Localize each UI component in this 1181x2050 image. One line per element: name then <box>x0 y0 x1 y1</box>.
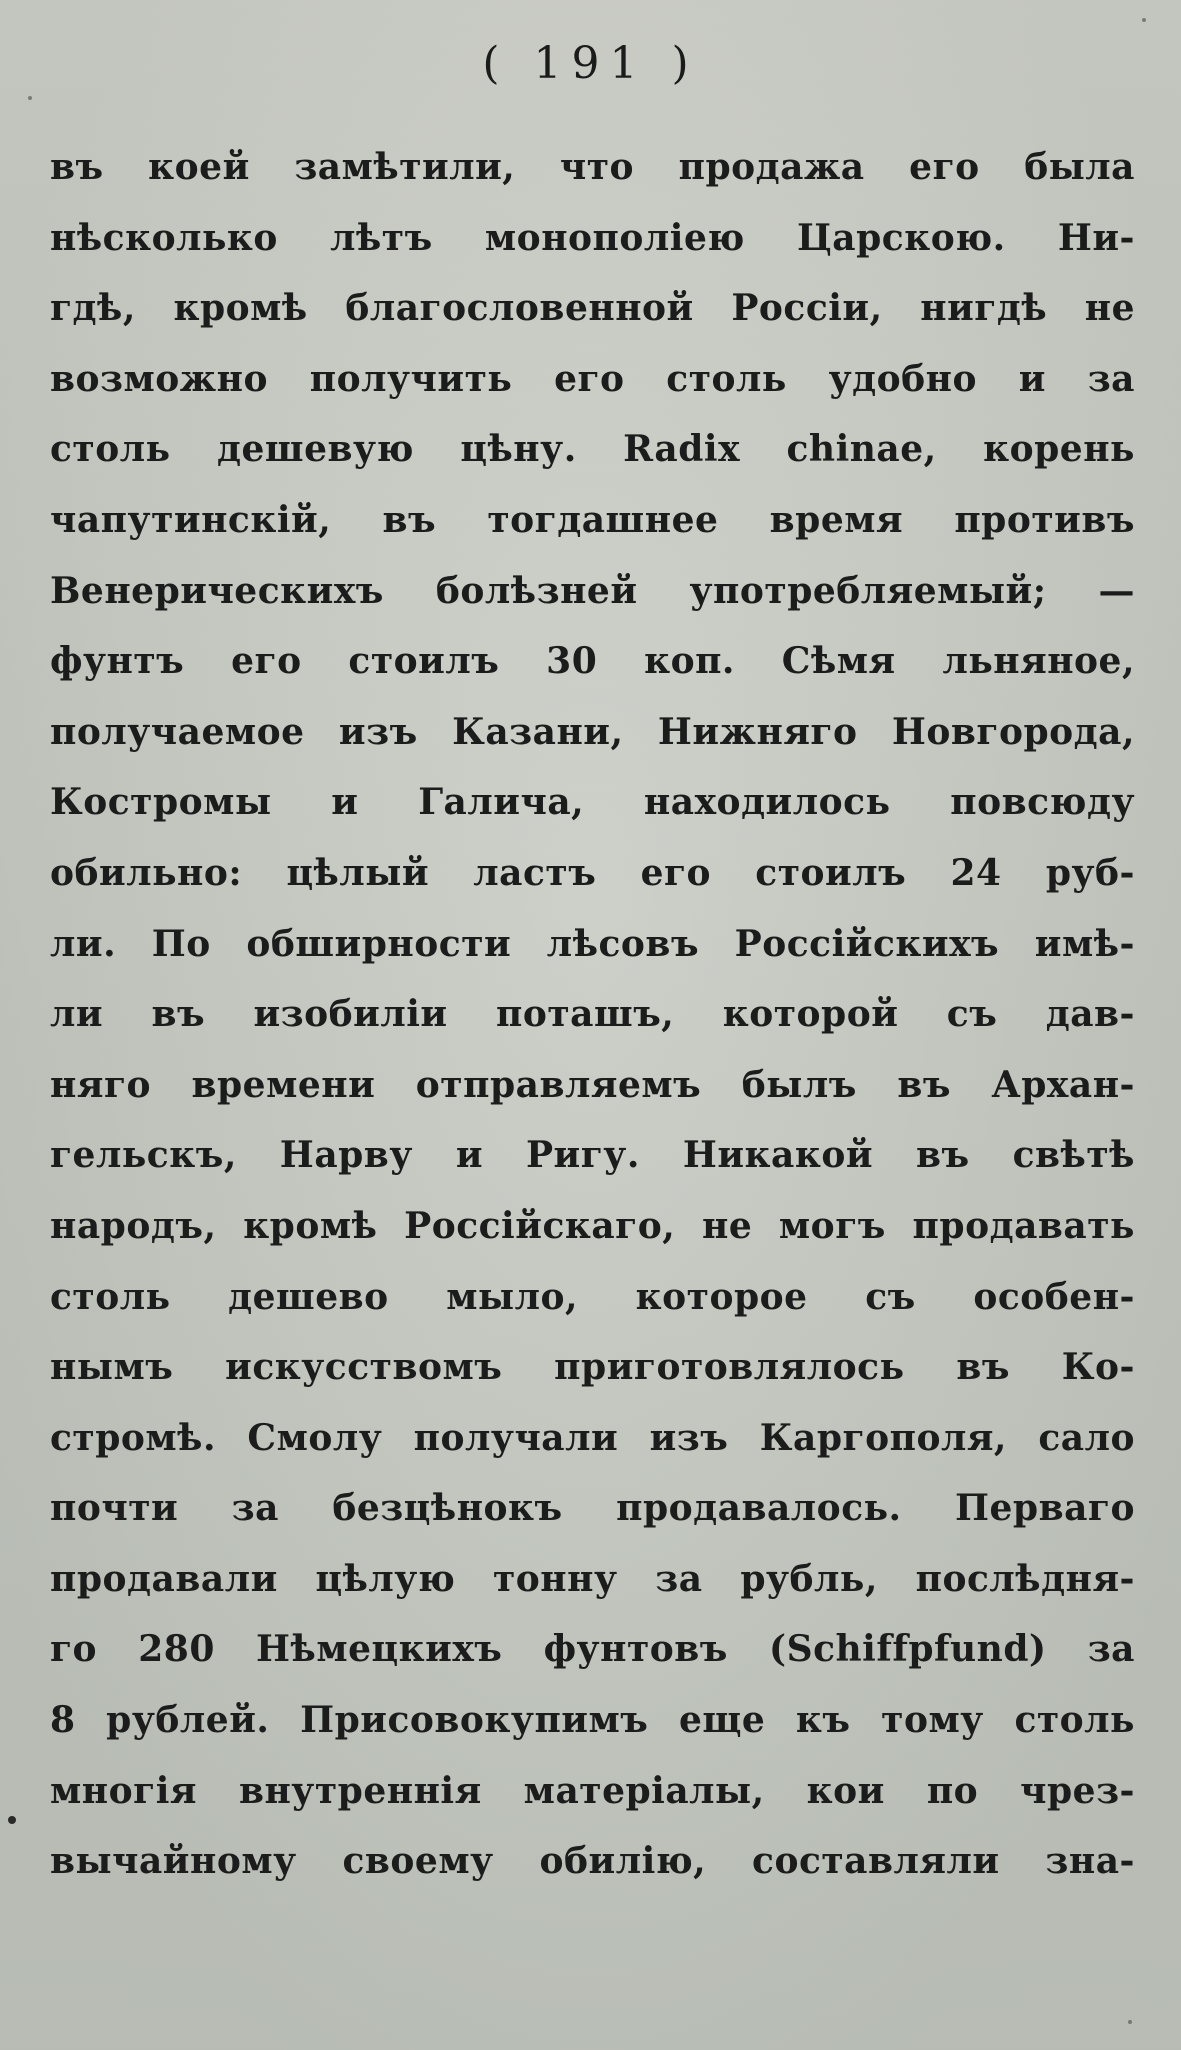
text-line: няго времени отправляемъ былъ въ Архан- <box>50 1063 1135 1106</box>
text-line: ли. По обширности лѣсовъ Россійскихъ имѣ- <box>50 922 1135 965</box>
text-line: 8 рублей. Присовокупимъ еще къ тому столь <box>50 1699 1135 1742</box>
text-line: получаемое изъ Казани, Нижняго Новгорода, <box>50 710 1135 753</box>
text-line: многія внутреннія матеріалы, кои по чрез- <box>50 1769 1135 1812</box>
text-line: почти за безцѣнокъ продавалось. Перваго <box>50 1487 1135 1530</box>
text-line: ли въ изобиліи поташъ, которой съ дав- <box>50 993 1135 1036</box>
margin-ink-dot <box>8 1816 16 1824</box>
text-line: го 280 Нѣмецкихъ фунтовъ (Schiffpfund) за <box>50 1628 1135 1671</box>
text-line: вычайному своему обилію, составляли зна- <box>50 1840 1135 1883</box>
text-line: столь дешево мыло, которое съ особен- <box>50 1275 1135 1318</box>
text-line: гельскъ, Нарву и Ригу. Никакой въ свѣтѣ <box>50 1134 1135 1177</box>
text-line: гдѣ, кромѣ благословенной Россіи, нигдѣ не <box>50 287 1135 330</box>
text-line: нымъ искусствомъ приготовлялось въ Ко- <box>50 1346 1135 1389</box>
text-line: Венерическихъ болѣзней употребляемый; — <box>50 569 1135 612</box>
text-line: нѣсколько лѣтъ монополіею Царскою. Ни- <box>50 216 1135 259</box>
text-line: возможно получить его столь удобно и за <box>50 357 1135 400</box>
text-line: столь дешевую цѣну. Radix chinae, корень <box>50 428 1135 471</box>
text-line: чапутинскій, въ тогдашнее время противъ <box>50 498 1135 541</box>
paper-speck <box>1128 2020 1132 2024</box>
text-line: въ коей замѣтили, что продажа его была <box>50 146 1135 188</box>
text-line: фунтъ его стоилъ 30 коп. Сѣмя льняное, <box>50 640 1135 683</box>
text-line: народъ, кромѣ Россійскаго, не могъ продавать <box>50 1204 1135 1247</box>
paper-speck <box>28 96 32 100</box>
paper-speck <box>1142 18 1146 22</box>
text-line: стромѣ. Смолу получали изъ Каргополя, сало <box>50 1416 1135 1459</box>
page-number: ( 191 ) <box>482 38 699 89</box>
text-line: продавали цѣлую тонну за рубль, послѣдня- <box>50 1557 1135 1600</box>
text-line: обильно: цѣлый ластъ его стоилъ 24 руб- <box>50 851 1135 894</box>
text-line: Костромы и Галича, находилось повсюду <box>50 781 1135 824</box>
body-text <box>50 132 1135 1897</box>
